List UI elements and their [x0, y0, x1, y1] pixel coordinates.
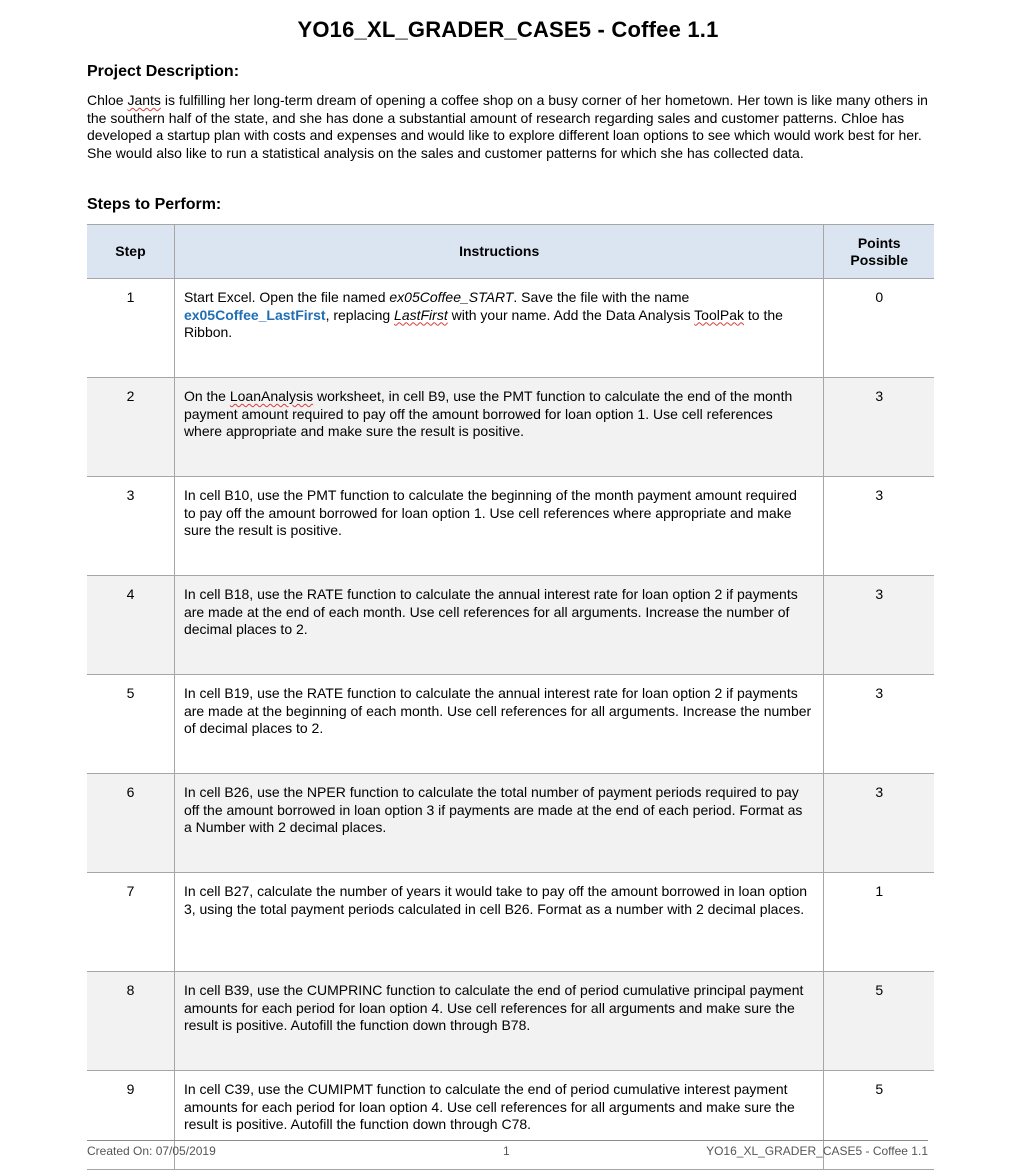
footer-document-title: YO16_XL_GRADER_CASE5 - Coffee 1.1	[706, 1144, 928, 1158]
spellcheck-word: ToolPak	[694, 306, 744, 323]
save-filename: ex05Coffee_LastFirst	[183, 306, 326, 323]
text-run: Start Excel. Open the file named	[183, 289, 390, 305]
text-run: with your name. Add the Data Analysis	[447, 306, 695, 323]
step-instructions	[174, 477, 823, 576]
step-points: 1	[824, 873, 934, 972]
text-run: In cell B18, use the RATE function to calculate the annual interest rate for loan option 2 if payments are made at the end of each month. Use cell references for all arguments. Increase the number of decimal places to 2.	[183, 586, 798, 637]
table-row	[87, 576, 934, 675]
step-points: 5	[824, 972, 934, 1071]
table-row	[87, 873, 934, 972]
placeholder-text: LastFirst	[394, 306, 448, 323]
steps-table	[87, 224, 934, 1170]
text-run: In cell C39, use the CUMIPMT function to calculate the end of period cumulative interest payment amounts for each period for loan option 4. Use cell references for all arguments and make sure the result is positive. Autofill the function down through C78.	[183, 1081, 795, 1132]
step-instructions	[174, 873, 823, 972]
step-number: 7	[87, 873, 174, 972]
table-row	[87, 378, 934, 477]
step-points: 3	[824, 477, 934, 576]
step-number: 3	[87, 477, 174, 576]
page-footer	[87, 1140, 928, 1157]
text-run: Chloe	[87, 92, 128, 108]
footer-page-number: 1	[503, 1144, 510, 1158]
step-points: 3	[824, 378, 934, 477]
step-number: 2	[87, 378, 174, 477]
step-instructions	[174, 675, 823, 774]
step-number: 5	[87, 675, 174, 774]
text-run: In cell B39, use the CUMPRINC function to calculate the end of period cumulative principal payment amounts for each period for loan option 4. Use cell references for all arguments and make sure the result is positive. Autofill the function down through B78.	[183, 982, 804, 1033]
text-run: In cell B10, use the PMT function to calculate the beginning of the month payment amount required to pay off the amount borrowed for loan option 1. Use cell references where appropriate and make sure the result is positive.	[183, 487, 797, 538]
text-run: In cell B19, use the RATE function to calculate the annual interest rate for loan option 2 if payments are made at the beginning of each month. Use cell references for all arguments. Increase the number of decimal places to 2.	[183, 685, 812, 736]
text-run: , replacing	[325, 306, 395, 323]
step-points: 3	[824, 576, 934, 675]
table-row	[87, 675, 934, 774]
table-row	[87, 774, 934, 873]
document-title: YO16_XL_GRADER_CASE5 - Coffee 1.1	[297, 17, 719, 42]
step-points: 3	[824, 774, 934, 873]
spellcheck-word: Jants	[127, 92, 161, 108]
header-instructions: Instructions	[174, 225, 823, 279]
step-points: 0	[824, 279, 934, 378]
table-row	[87, 279, 934, 378]
text-run: In cell B27, calculate the number of years it would take to pay off the amount borrowed in loan option 3, using the total payment periods calculated in cell B26. Format as a number with 2 decimal places.	[183, 883, 808, 917]
step-points: 5	[824, 1071, 934, 1170]
project-description-text	[87, 92, 932, 162]
step-number: 6	[87, 774, 174, 873]
header-points-possible: Points Possible	[824, 225, 934, 279]
step-instructions	[174, 576, 823, 675]
steps-heading: Steps to Perform:	[87, 196, 222, 213]
step-points: 3	[824, 675, 934, 774]
table-header-row	[87, 225, 934, 279]
table-row	[87, 477, 934, 576]
step-instructions	[174, 279, 823, 378]
step-instructions	[174, 774, 823, 873]
step-number: 8	[87, 972, 174, 1071]
table-row	[87, 972, 934, 1071]
step-number: 1	[87, 279, 174, 378]
header-step: Step	[87, 225, 174, 279]
project-description-heading: Project Description:	[87, 63, 240, 80]
step-number: 4	[87, 576, 174, 675]
step-number: 9	[87, 1071, 174, 1170]
text-run: is fulfilling her long-term dream of opening a coffee shop on a busy corner of her hometown. Her town is like many others in the southern half of the state, and she has done a substantial amount of research regarding sales and customer patterns. Chloe has developed a startup plan with costs and expenses and would like to explore different loan options to see which would work best for her. She would also like to run a statistical analysis on the sales and customer patterns for which she has collected data.	[87, 92, 928, 161]
spellcheck-word: LoanAnalysis	[229, 388, 314, 404]
text-run: worksheet, in cell B9, use the PMT function to calculate the end of the month payment amount required to pay off the amount borrowed for loan option 1. Use cell references where appropriate and make sure the result is positive.	[183, 388, 793, 439]
step-instructions	[174, 378, 823, 477]
text-run: In cell B26, use the NPER function to calculate the total number of payment periods required to pay off the amount borrowed in loan option 3 if payments are made at the end of each period. Format as a Number with 2 decimal places.	[183, 784, 803, 835]
filename-italic: ex05Coffee_START	[389, 289, 514, 305]
text-run: On the	[183, 388, 230, 404]
footer-created-date: Created On: 07/05/2019	[87, 1144, 216, 1158]
text-run: . Save the file with the name	[513, 289, 690, 305]
text-run: to the Ribbon.	[183, 306, 783, 340]
step-instructions	[174, 972, 823, 1071]
